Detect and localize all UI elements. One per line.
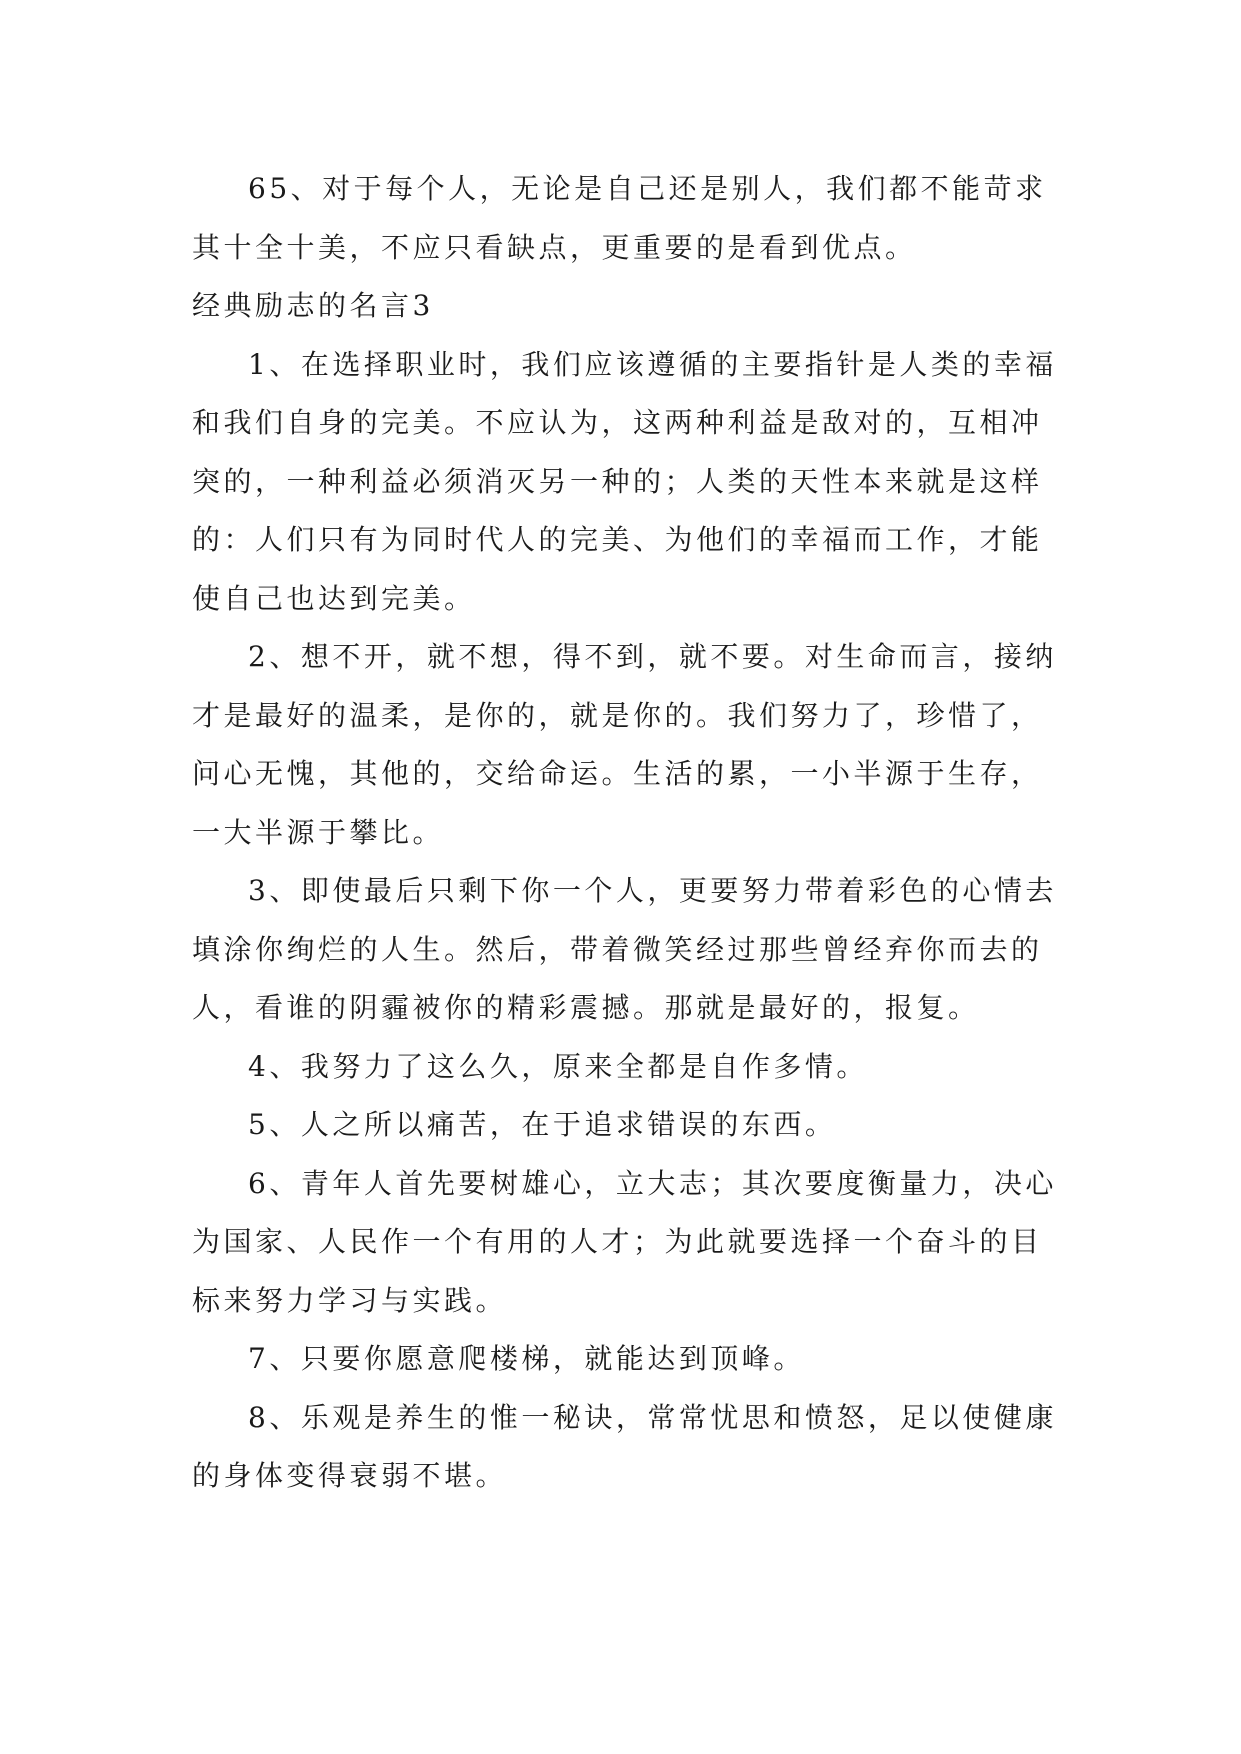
paragraph-1: 1、在选择职业时，我们应该遵循的主要指针是人类的幸福和我们自身的完美。不应认为，这两种利益是敌对的，互相冲突的，一种利益必须消灭另一种的；人类的天性本来就是这样的：人们只有为同时代人的完美、为他们的幸福而工作，才能使自己也达到完美。 (192, 347, 1057, 615)
paragraph-65: 65、对于每个人，无论是自己还是别人，我们都不能苛求其十全十美，不应只看缺点，更重要的是看到优点。 (192, 172, 1047, 264)
paragraph-3: 3、即使最后只剩下你一个人，更要努力带着彩色的心情去填涂你绚烂的人生。然后，带着微笑经过那些曾经弃你而去的人，看谁的阴霾被你的精彩震撼。那就是最好的，报复。 (192, 874, 1057, 1024)
paragraph-2: 2、想不开，就不想，得不到，就不要。对生命而言，接纳才是最好的温柔，是你的，就是你的。我们努力了，珍惜了，问心无愧，其他的，交给命运。生活的累，一小半源于生存，一大半源于攀比。 (192, 640, 1057, 849)
paragraph-8: 8、乐观是养生的惟一秘诀，常常忧思和愤怒，足以使健康的身体变得衰弱不堪。 (192, 1400, 1057, 1492)
paragraph-5: 5、人之所以痛苦，在于追求错误的东西。 (248, 1108, 837, 1141)
document-body (192, 160, 1062, 1506)
paragraph-7: 7、只要你愿意爬楼梯，就能达到顶峰。 (248, 1342, 805, 1375)
paragraph-4: 4、我努力了这么久，原来全都是自作多情。 (248, 1049, 868, 1083)
section-heading: 经典励志的名言3 (192, 289, 434, 322)
paragraph-6: 6、青年人首先要树雄心，立大志；其次要度衡量力，决心为国家、人民作一个有用的人才；为此就要选择一个奋斗的目标来努力学习与实践。 (192, 1166, 1057, 1317)
